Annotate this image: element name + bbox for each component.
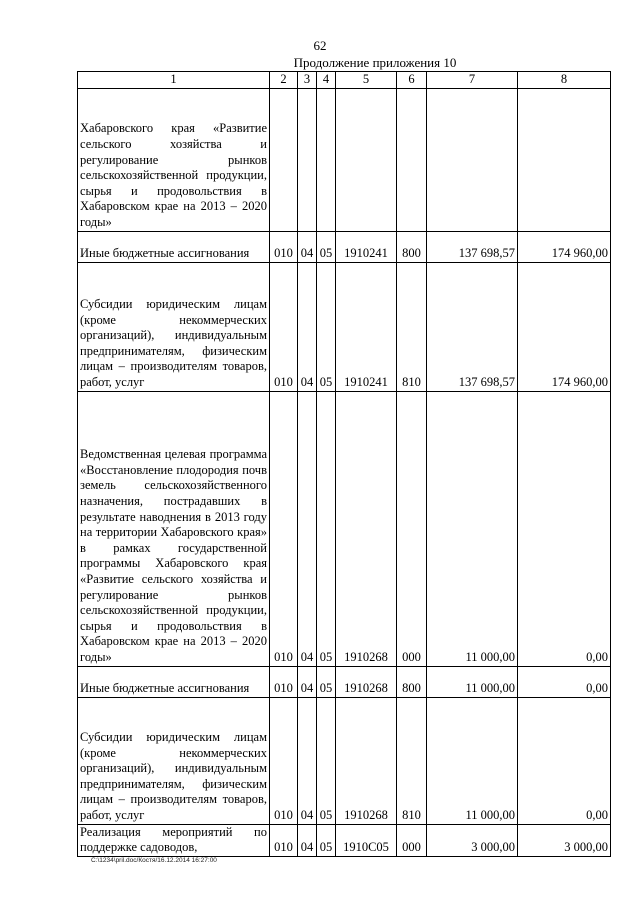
cell-amount-2016 — [518, 88, 611, 231]
header-cell-8: 8 — [518, 72, 611, 89]
row-name: Субсидии юридическим лицам (кроме некоммерческих организаций), индивидуальным предпринимателям, физическим лицам – производителям товаров, работ, услуг — [78, 697, 270, 824]
table-row — [78, 666, 611, 697]
cell-subsection: 05 — [317, 262, 336, 391]
cell-expense-type: 810 — [397, 697, 427, 824]
header-row — [78, 72, 611, 89]
cell-section: 04 — [298, 231, 317, 262]
cell-expense-type: 810 — [397, 262, 427, 391]
cell-target-code — [336, 88, 397, 231]
cell-admin-code — [270, 88, 298, 231]
cell-amount-2016: 0,00 — [518, 666, 611, 697]
cell-admin-code: 010 — [270, 666, 298, 697]
header-cell-5: 5 — [336, 72, 397, 89]
cell-amount-2016: 0,00 — [518, 697, 611, 824]
cell-subsection: 05 — [317, 824, 336, 856]
cell-section: 04 — [298, 391, 317, 666]
header-cell-4: 4 — [317, 72, 336, 89]
cell-amount-2015: 137 698,57 — [427, 262, 518, 391]
cell-admin-code: 010 — [270, 697, 298, 824]
cell-subsection: 05 — [317, 231, 336, 262]
header-cell-6: 6 — [397, 72, 427, 89]
cell-target-code: 1910268 — [336, 391, 397, 666]
document-footer-path: C:\1234\pril.doc/Костя/16.12.2014 16:27:00 — [91, 857, 217, 864]
row-name: Реализация мероприятий по поддержке садоводов, — [78, 824, 270, 856]
cell-admin-code: 010 — [270, 824, 298, 856]
cell-amount-2015: 3 000,00 — [427, 824, 518, 856]
header-cell-7: 7 — [427, 72, 518, 89]
cell-subsection: 05 — [317, 666, 336, 697]
cell-admin-code: 010 — [270, 231, 298, 262]
table-row — [78, 391, 611, 666]
cell-admin-code: 010 — [270, 391, 298, 666]
cell-section: 04 — [298, 666, 317, 697]
row-name: Иные бюджетные ассигнования — [78, 231, 270, 262]
cell-admin-code: 010 — [270, 262, 298, 391]
table-row — [78, 824, 611, 856]
cell-subsection: 05 — [317, 697, 336, 824]
cell-amount-2016: 174 960,00 — [518, 231, 611, 262]
row-name: Иные бюджетные ассигнования — [78, 666, 270, 697]
table-row — [78, 231, 611, 262]
cell-subsection: 05 — [317, 391, 336, 666]
cell-expense-type — [397, 88, 427, 231]
cell-target-code: 1910268 — [336, 697, 397, 824]
cell-amount-2015: 11 000,00 — [427, 666, 518, 697]
cell-target-code: 1910241 — [336, 262, 397, 391]
cell-target-code: 1910268 — [336, 666, 397, 697]
cell-expense-type: 800 — [397, 666, 427, 697]
cell-section: 04 — [298, 824, 317, 856]
table-row — [78, 88, 611, 231]
cell-amount-2016: 0,00 — [518, 391, 611, 666]
table-row — [78, 697, 611, 824]
cell-section: 04 — [298, 262, 317, 391]
cell-amount-2015: 11 000,00 — [427, 391, 518, 666]
cell-subsection — [317, 88, 336, 231]
cell-amount-2016: 3 000,00 — [518, 824, 611, 856]
cell-section — [298, 88, 317, 231]
cell-expense-type: 000 — [397, 391, 427, 666]
row-name: Ведомственная целевая программа «Восстановление плодородия почв земель сельскохозяйственного назначения, пострадавших в результате наводнения в 2013 году на территории Хабаровского края» в рамках государственной программы Хабаровского края «Развитие сельского хозяйства и регулирование рынков сельскохозяйственной продукции, сырья и продовольствия в Хабаровском крае на 2013 – 2020 годы» — [78, 391, 270, 666]
cell-amount-2015: 11 000,00 — [427, 697, 518, 824]
cell-section: 04 — [298, 697, 317, 824]
header-cell-1: 1 — [78, 72, 270, 89]
table-row — [78, 262, 611, 391]
cell-amount-2016: 174 960,00 — [518, 262, 611, 391]
row-name: Субсидии юридическим лицам (кроме некоммерческих организаций), индивидуальным предпринимателям, физическим лицам – производителям товаров, работ, услуг — [78, 262, 270, 391]
budget-table — [77, 71, 611, 857]
row-name: Хабаровского края «Развитие сельского хозяйства и регулирование рынков сельскохозяйственной продукции, сырья и продовольствия в Хабаровском крае на 2013 – 2020 годы» — [78, 88, 270, 231]
cell-target-code: 1910241 — [336, 231, 397, 262]
header-cell-2: 2 — [270, 72, 298, 89]
cell-amount-2015 — [427, 88, 518, 231]
appendix-continuation-title: Продолжение приложения 10 — [293, 55, 457, 70]
header-cell-3: 3 — [298, 72, 317, 89]
cell-amount-2015: 137 698,57 — [427, 231, 518, 262]
cell-expense-type: 000 — [397, 824, 427, 856]
cell-expense-type: 800 — [397, 231, 427, 262]
cell-target-code: 1910C05 — [336, 824, 397, 856]
page-number: 62 — [313, 38, 327, 53]
